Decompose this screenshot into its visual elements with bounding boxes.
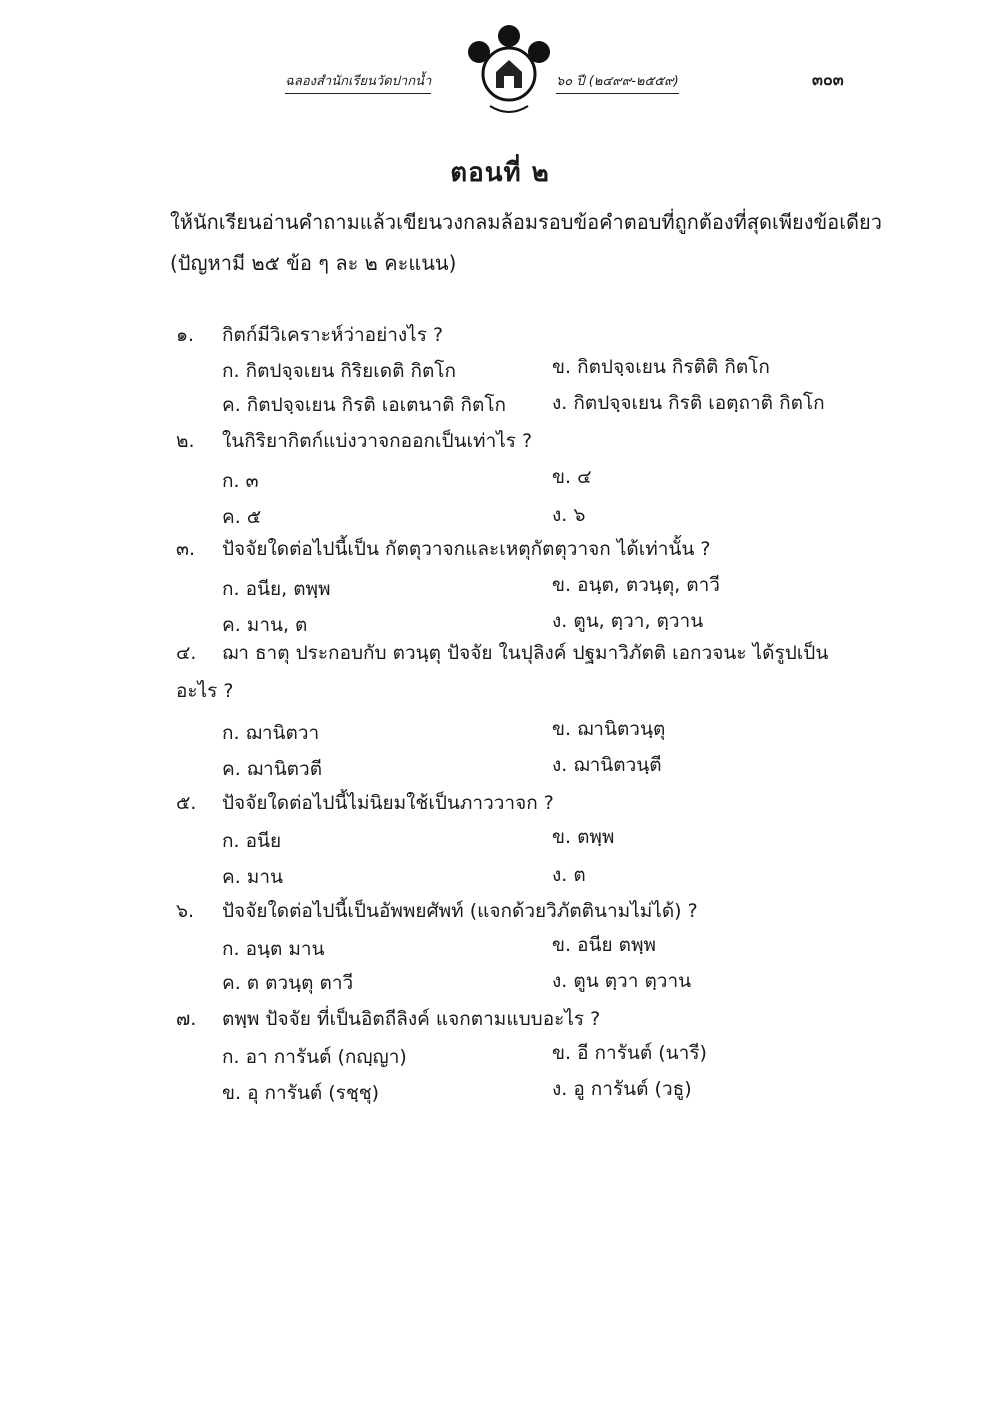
question-3-option-b[interactable]: ข. อนฺต, ตวนฺตุ, ตาวี bbox=[552, 574, 720, 596]
question-3-option-a[interactable]: ก. อนีย, ตพฺพ bbox=[222, 578, 331, 600]
question-2-option-c[interactable]: ค. ๕ bbox=[222, 506, 262, 528]
question-number: ๗. bbox=[176, 1008, 197, 1030]
instructions-line-2: (ปัญหามี ๒๕ ข้อ ๆ ละ ๒ คะแนน) bbox=[170, 251, 457, 275]
question-5-option-b[interactable]: ข. ตพฺพ bbox=[552, 826, 615, 848]
question-1-option-b[interactable]: ข. กิตปจฺจเยน กิรติติ กิตโก bbox=[552, 356, 770, 378]
question-6-option-a[interactable]: ก. อนฺต มาน bbox=[222, 938, 325, 960]
question-number: ๖. bbox=[176, 900, 195, 922]
question-4-option-b[interactable]: ข. ฌานิตวนฺตุ bbox=[552, 718, 666, 740]
question-number: ๔. bbox=[176, 642, 197, 664]
header-right-text: ๖๐ ปี (๒๔๙๙-๒๕๕๙) bbox=[556, 70, 679, 94]
question-3-option-c[interactable]: ค. มาน, ต bbox=[222, 614, 308, 636]
question-1-option-a[interactable]: ก. กิตปจฺจเยน กิริยเดติ กิตโก bbox=[222, 360, 457, 382]
section-title: ตอนที่ ๒ bbox=[450, 158, 550, 188]
question-text: กิตก์มีวิเคราะห์ว่าอย่างไร ? bbox=[222, 324, 444, 346]
question-3 bbox=[176, 534, 711, 564]
question-text: ปัจจัยใดต่อไปนี้เป็น กัตตุวาจกและเหตุกัตตุวาจก ได้เท่านั้น ? bbox=[222, 538, 711, 560]
question-6 bbox=[176, 896, 698, 926]
question-text: ปัจจัยใดต่อไปนี้เป็นอัพพยศัพท์ (แจกด้วยวิภัตตินามไม่ได้) ? bbox=[222, 900, 698, 922]
header-left-text: ฉลองสำนักเรียนวัดปากน้ำ bbox=[285, 70, 431, 94]
question-4-option-d[interactable]: ง. ฌานิตวนฺตี bbox=[552, 754, 662, 776]
question-number: ๑. bbox=[176, 324, 195, 346]
instructions-line-1: ให้นักเรียนอ่านคำถามแล้วเขียนวงกลมล้อมรอบข้อคำตอบที่ถูกต้องที่สุดเพียงข้อเดียว bbox=[170, 210, 882, 234]
question-text: ปัจจัยใดต่อไปนี้ไม่นิยมใช้เป็นภาววาจก ? bbox=[222, 792, 554, 814]
question-5 bbox=[176, 788, 554, 818]
question-2-option-d[interactable]: ง. ๖ bbox=[552, 504, 586, 526]
question-2 bbox=[176, 426, 532, 456]
question-1 bbox=[176, 320, 443, 350]
question-4 bbox=[176, 634, 866, 710]
question-2-option-a[interactable]: ก. ๓ bbox=[222, 470, 259, 492]
question-2-option-b[interactable]: ข. ๔ bbox=[552, 466, 592, 488]
question-5-option-a[interactable]: ก. อนีย bbox=[222, 830, 282, 852]
question-6-option-c[interactable]: ค. ต ตวนฺตุ ตาวี bbox=[222, 972, 354, 994]
question-3-option-d[interactable]: ง. ตูน, ตฺวา, ตฺวาน bbox=[552, 610, 704, 632]
page-number: ๓๐๓ bbox=[812, 70, 844, 89]
question-7-option-b[interactable]: ข. อี การันต์ (นารี) bbox=[552, 1042, 707, 1064]
question-5-option-c[interactable]: ค. มาน bbox=[222, 866, 283, 888]
question-1-option-d[interactable]: ง. กิตปจฺจเยน กิรติ เอตฺถาติ กิตโก bbox=[552, 392, 825, 414]
question-text: ในกิริยากิตก์แบ่งวาจกออกเป็นเท่าไร ? bbox=[222, 430, 533, 452]
question-text: ตพฺพ ปัจจัย ที่เป็นอิตถีลิงค์ แจกตามแบบอะไร ? bbox=[222, 1008, 601, 1030]
question-number: ๓. bbox=[176, 538, 196, 560]
question-7-option-d[interactable]: ง. อู การันต์ (วธู) bbox=[552, 1078, 692, 1100]
question-1-option-c[interactable]: ค. กิตปจฺจเยน กิรติ เอเตนาติ กิตโก bbox=[222, 394, 507, 416]
question-text: ฌา ธาตุ ประกอบกับ ตวนฺตุ ปัจจัย ในปุลิงค์ ปฐมาวิภัตติ เอกวจนะ ได้รูปเป็นอะไร ? bbox=[176, 642, 829, 702]
question-7-option-a[interactable]: ก. อา การันต์ (กญฺญา) bbox=[222, 1046, 407, 1068]
question-7-option-c[interactable]: ข. อุ การันต์ (รชฺชุ) bbox=[222, 1082, 380, 1104]
question-7 bbox=[176, 1004, 600, 1034]
question-4-option-a[interactable]: ก. ฌานิตวา bbox=[222, 722, 320, 744]
question-5-option-d[interactable]: ง. ต bbox=[552, 864, 586, 886]
question-6-option-d[interactable]: ง. ตูน ตฺวา ตฺวาน bbox=[552, 970, 692, 992]
question-6-option-b[interactable]: ข. อนีย ตพฺพ bbox=[552, 934, 657, 956]
question-number: ๒. bbox=[176, 430, 195, 452]
question-number: ๕. bbox=[176, 792, 197, 814]
temple-emblem-icon bbox=[466, 22, 552, 122]
question-4-option-c[interactable]: ค. ฌานิตวตี bbox=[222, 758, 323, 780]
